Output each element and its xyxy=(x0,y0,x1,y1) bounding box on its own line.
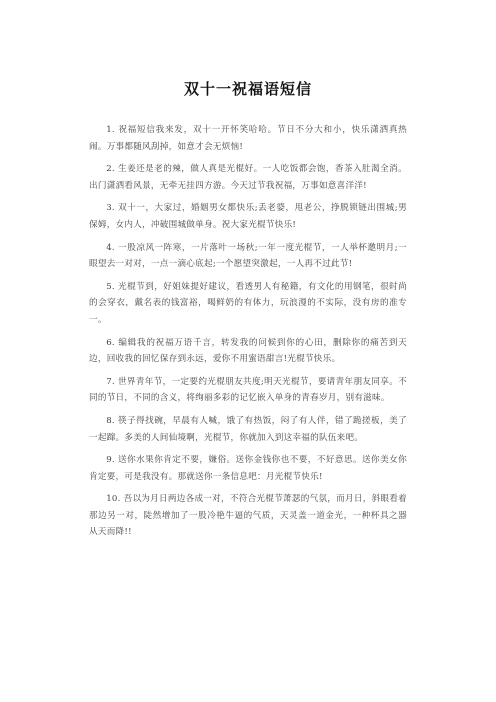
paragraph-5: 5. 光棍节到，好姐妹提好建议，看透男人有秘籍，有文化的用钢笔，很时尚的会穿衣，戴名表的钱富裕，喝鲜奶的有体力，玩浪漫的不实际，没有房的准专一。 xyxy=(89,281,407,325)
paragraph-1: 1. 祝福短信我来发，双十一开怀笑哈哈。节日不分大和小，快乐潇洒真热闹。万事都随风刮掉，如意才会无烦恼! xyxy=(89,125,407,152)
document-title: 双十一祝福语短信 xyxy=(183,80,312,98)
paragraph-10: 10. 吾以为月日两边各成一对，不符合光棍节萧瑟的气氛，而月日，斜眼看着那边另一对，陡然增加了一股冷艳牛逼的气质，天灵盖一道金光，一种杯具之器从天而降!! xyxy=(89,494,407,538)
paragraph-3: 3. 双十一，大家过，婚姻男女都快乐;丢老婆，甩老公，挣脱锁链出围城;男保姆，女内人，冲破围城做单身。祝大家光棍节快乐! xyxy=(89,203,407,230)
paragraph-9: 9. 送你水果你肯定不要，嫌俗。送你金钱你也不要，不好意思。送你美女你肯定要，可是我没有。那就送你一条信息吧：月光棍节快乐! xyxy=(89,455,407,482)
paragraph-8: 8. 筷子得找碗，早晨有人喊，饿了有热饭，闷了有人伴，错了跪搓板，美了一起蹿。多美的人间仙境啊，光棍节，你就加入到这幸福的队伍来吧。 xyxy=(89,415,407,443)
paragraph-2: 2. 生姜还是老的辣，做人真是光棍好。一人吃饭都会饱，香茶入肚渴全消。出门潇洒看风景，无牵无挂四方游。今天过节我祝福，万事如意喜洋洋! xyxy=(89,164,407,191)
paragraph-4: 4. 一股凉风一阵寒，一片落叶一场秋;一年一度光棍节，一人举杯邀明月;一眼望去一对对，一点一滴心底起;一个愿望突激起，一人再不过此节! xyxy=(89,242,407,270)
paragraph-6: 6. 编辑我的祝福万语千言，转发我的问候到你的心田，删除你的痛苦到天边，回收我的回忆保存到永远，爱你不用蜜语甜言!光棍节快乐。 xyxy=(89,337,407,365)
paragraph-7: 7. 世界青年节，一定要约光棍朋友共度;明天光棍节，要请青年朋友同享。不同的节日，不同的含义，将绚丽多彩的记忆嵌入单身的青春岁月，别有滋味。 xyxy=(89,376,407,404)
document-body xyxy=(89,122,407,547)
